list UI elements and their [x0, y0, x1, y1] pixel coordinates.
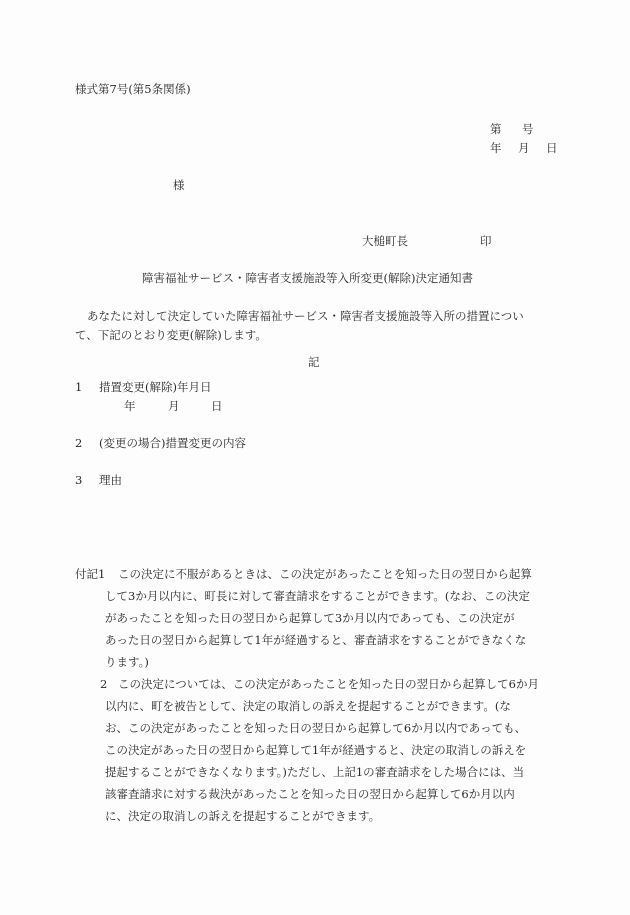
item-1-date: [124, 401, 223, 413]
body-line-1: あなたに対して決定していた障害福祉サービス・障害者支援施設等入所の措置につい: [87, 309, 524, 323]
body-line-2: て、下記のとおり変更(解除)します。: [75, 328, 267, 342]
note-1-line-3: があったことを知った日の翌日から起算して3か月以内であっても、この決定が: [105, 611, 515, 625]
note-1-line-4: あった日の翌日から起算して1年が経過すると、審査請求をすることができなくな: [105, 633, 527, 647]
item-2-label: (変更の場合)措置変更の内容: [99, 436, 246, 450]
seal-mark: 印: [480, 234, 492, 248]
issue-date-year: 年: [490, 141, 502, 155]
note-1-line-1: この決定に不服があるときは、この決定があったことを知った日の翌日から起算: [118, 567, 532, 581]
issue-date-day: 日: [546, 141, 558, 155]
item-2: [75, 438, 246, 450]
reference-number: [490, 124, 534, 136]
item-3-number: 3: [75, 473, 83, 487]
form-number: 様式第7号(第5条関係): [75, 82, 191, 96]
note-2-line-2: 以内に、町を被告として、決定の取消しの訴えを提起することができます。(な: [105, 699, 511, 713]
note-1-line-2: して3か月以内に、町長に対して審査請求をすることができます。(なお、この決定: [105, 589, 530, 603]
reference-go: 号: [522, 122, 534, 136]
note-2-line-4: この決定があった日の翌日から起算して1年が経過すると、決定の取消しの訴えを: [105, 743, 527, 757]
addressee-suffix: 様: [173, 178, 185, 192]
notes-label-text: 付記: [75, 567, 98, 581]
item-3-label: 理由: [99, 473, 122, 487]
issue-date-month: 月: [518, 141, 530, 155]
reference-dai: 第: [490, 122, 502, 136]
note-2-line-3: お、この決定があったことを知った日の翌日から起算して6か月以内であっても、: [105, 721, 527, 735]
item-1-date-day: 日: [211, 399, 223, 413]
note-2-line-5: 提起することができなくなります。)ただし、上記1の審査請求をした場合には、当: [105, 765, 525, 779]
note-2-number: 2: [100, 677, 108, 691]
issue-date: [490, 143, 558, 155]
note-1-line-5: ります。): [105, 655, 149, 669]
item-3: [75, 475, 122, 487]
item-1-date-month: 月: [168, 399, 180, 413]
note-2-line-6: 該審査請求に対する裁決があったことを知った日の翌日から起算して6か月以内: [105, 787, 515, 801]
note-1-number: 1: [98, 567, 106, 581]
item-1-number: 1: [75, 380, 83, 394]
item-1: [75, 382, 211, 394]
item-1-date-year: 年: [124, 399, 136, 413]
item-2-number: 2: [75, 436, 83, 450]
notes-label: [75, 569, 105, 581]
item-1-label: 措置変更(解除)年月日: [99, 380, 212, 394]
note-2-line-1: この決定については、この決定があったことを知った日の翌日から起算して6か月: [118, 677, 539, 691]
ki-heading: 記: [308, 355, 320, 369]
note-2-line-7: に、決定の取消しの訴えを提起することができます。: [105, 809, 381, 823]
document-title: 障害福祉サービス・障害者支援施設等入所変更(解除)決定通知書: [142, 271, 473, 285]
sender-name: 大槌町長: [362, 234, 408, 248]
